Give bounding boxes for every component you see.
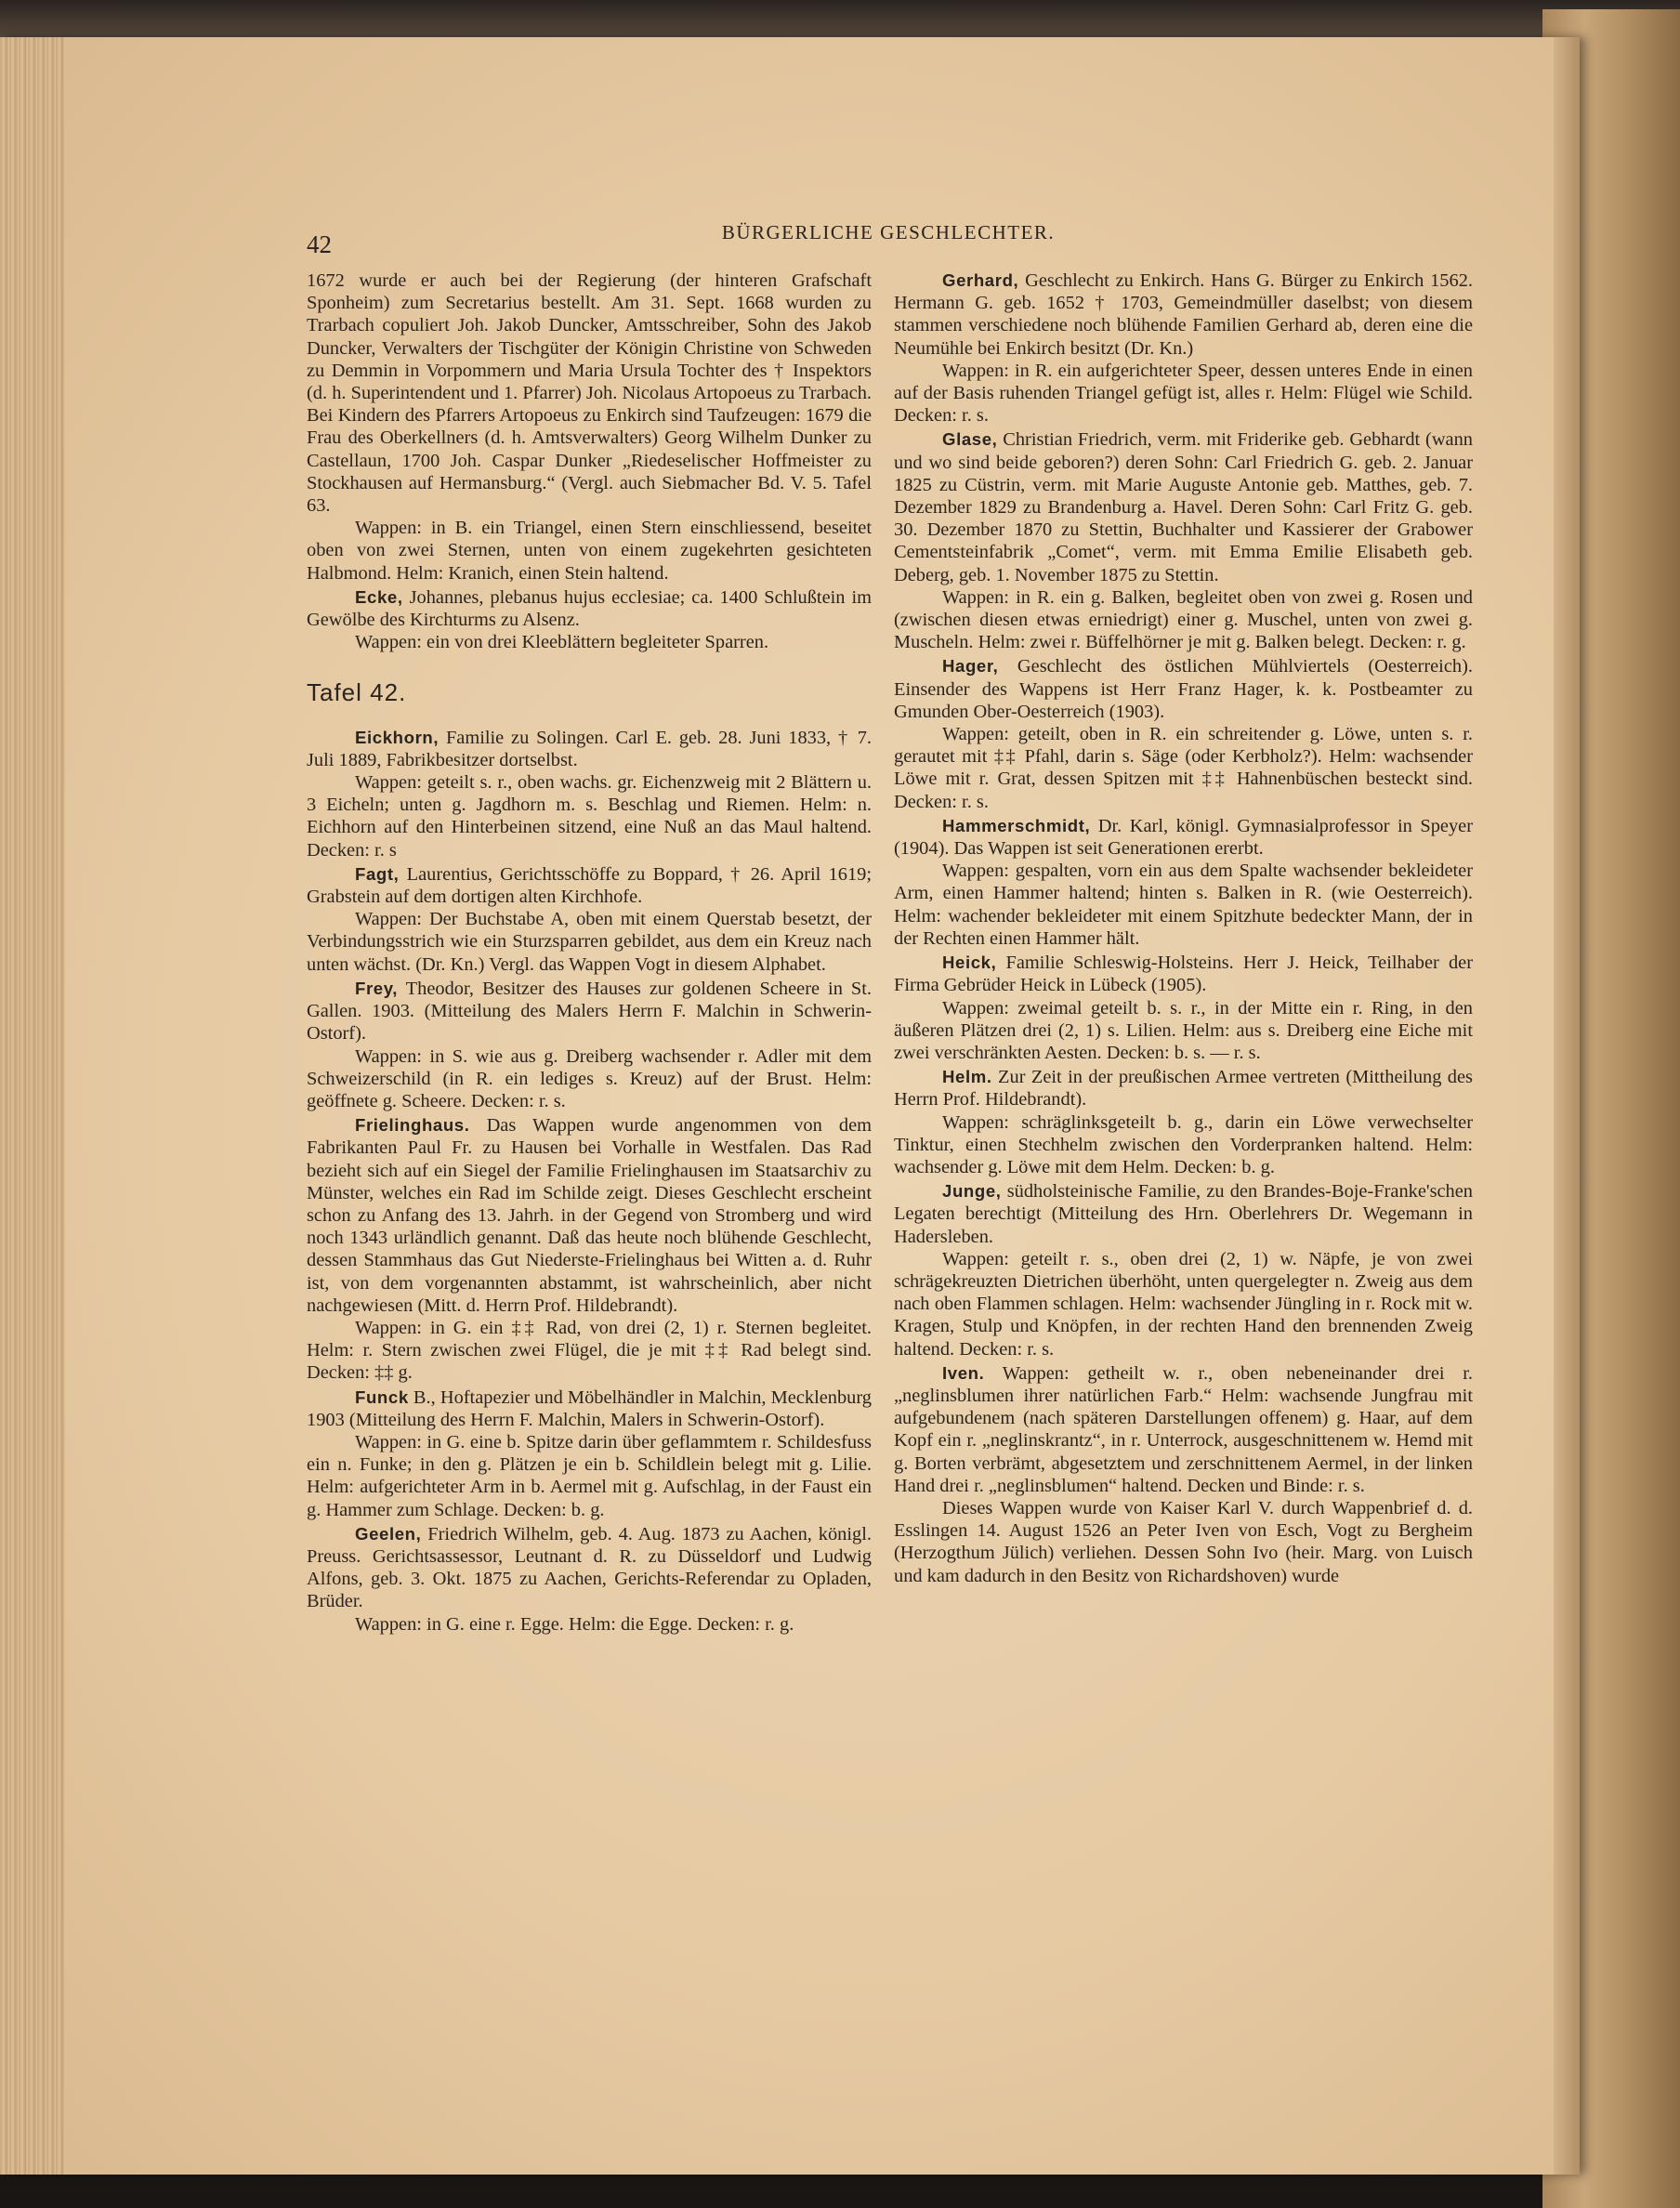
entry-name: Geelen,	[355, 1523, 422, 1544]
coat-of-arms-description: Wappen: schräglinksgeteilt b. g., darin ein Löwe verwechselter Tinktur, einen Stechhelm zwischen den Vorderpranken haltend. Helm: wachsender g. Löwe mit dem Helm. Decken: b. g.	[894, 1111, 1473, 1177]
coat-of-arms-description: Wappen: in R. ein g. Balken, begleitet oben von zwei g. Rosen und (zwischen diesen etwas erniedrigt) einer g. Muschel, unten von zwei g. Muscheln. Helm: zwei r. Büffelhörner je mit g. Balken belegt. Decken: r. g.	[894, 586, 1473, 653]
page-number: 42	[307, 230, 332, 258]
entry-name: Glase,	[942, 429, 998, 450]
coat-of-arms-description: Wappen: gespalten, vorn ein aus dem Spalte wachsender bekleideter Arm, einen Hammer haltend; hinten s. Balken in R. (wie Oesterreich). Helm: wachender bekleideter mit einem Spitzhute bedeckter Mann, der in der Rechten einen Hammer hält.	[894, 861, 1473, 949]
entry-hager: Hager, Geschlecht des östlichen Mühlviertels (Oesterreich). Einsender des Wappens ist Herr Franz Hager, k. k. Postbeamter zu Gmunden Ober-Oesterreich (1903).	[894, 656, 1473, 722]
running-title: BÜRGERLICHE GESCHLECHTER.	[721, 221, 1056, 243]
entry-geelen: Geelen, Friedrich Wilhelm, geb. 4. Aug. 1873 zu Aachen, königl. Preuss. Gerichtsassessor, Leutnant d. R. zu Düsseldorf und Ludwig Alfons, geb. 3. Okt. 1875 zu Aachen, Gerichts-Referendar zu Opladen, Brüder.	[307, 1523, 872, 1612]
page-gutter	[1554, 37, 1580, 2175]
coat-of-arms-description: Wappen: ein von drei Kleeblättern begleiteter Sparren.	[355, 632, 769, 653]
coat-of-arms-description: Wappen: in G. eine r. Egge. Helm: die Egge. Decken: r. g.	[355, 1613, 794, 1635]
entry-eickhorn: Eickhorn, Familie zu Solingen. Carl E. geb. 28. Juni 1833, † 7. Juli 1889, Fabrikbesitzer dortselbst.	[307, 727, 872, 770]
coat-of-arms-description: Wappen: geteilt, oben in R. ein schreitender g. Löwe, unten s. r. gerautet mit ‡‡ Pfahl, darin s. Säge (oder Kerbholz?). Helm: wachsender Löwe mit r. Grat, dessen Spitzen mit ‡‡ Hahnenbüschen besteckt sind. Decken: r. s.	[894, 724, 1473, 812]
entry-funck: Funck B., Hoftapezier und Möbelhändler in Malchin, Mecklenburg 1903 (Mitteilung des Herrn F. Malchin, Malers in Schwerin-Ostorf).	[307, 1387, 872, 1430]
entry-iven-history: Dieses Wappen wurde von Kaiser Karl V. durch Wappenbrief d. d. Esslingen 14. August 1526 an Peter Iven von Esch, Vogt zu Bergheim (Herzogthum Jülich) verliehen. Dessen Sohn Ivo (heir. Marg. von Luisch und kam dadurch in den Besitz von Richardshoven) wurde	[894, 1497, 1473, 1586]
page-header	[307, 212, 1470, 258]
entry-name: Heick,	[942, 953, 997, 973]
entry-name: Junge,	[942, 1181, 1002, 1202]
coat-of-arms-description: Wappen: in B. ein Triangel, einen Stern einschliessend, beseitet oben von zwei Sternen, unten von einem zugekehrten gesichteten Halbmond. Helm: Kranich, einen Stein haltend.	[307, 518, 872, 584]
entry-name: Hammerschmidt,	[942, 815, 1091, 835]
right-column	[894, 269, 1473, 1587]
entry-gerhard: Gerhard, Geschlecht zu Enkirch. Hans G. Bürger zu Enkirch 1562. Hermann G. geb. 1652 † 1703, Gemeindmüller daselbst; von diesem stammen verschiedene noch blühende Familien Gerhard ab, deren eine die Neumühle bei Enkirch besitzt (Dr. Kn.)	[894, 270, 1473, 359]
entry-fagt: Fagt, Laurentius, Gerichtsschöffe zu Boppard, † 26. April 1619; Grabstein auf dem dortigen alten Kirchhofe.	[307, 863, 872, 908]
entry-frielinghaus: Frielinghaus. Das Wappen wurde angenommen von dem Fabrikanten Paul Fr. zu Hausen bei Vorhalle in Westfalen. Das Rad bezieht sich auf ein Siegel der Familie Frielinghausen im Staatsarchiv zu Münster, welches ein Rad im Schilde zeigt. Dieses Geschlecht erscheint schon zu Anfang des 13. Jahrh. in der Gegend von Stromberg und wird noch 1343 urländlich genannt. Daß das heute noch blühende Geschlecht, dessen Stammhaus das Gut Niederste-Frielinghaus bei Witten a. d. Ruhr ist, von dem vorgenannten abstammt, ist wahrscheinlich, aber nicht nachgewiesen (Mitt. d. Herrn Prof. Hildebrandt).	[307, 1115, 872, 1316]
coat-of-arms-description: Wappen: in S. wie aus g. Dreiberg wachsender r. Adler mit dem Schweizerschild (in R. ein lediges s. Kreuz) auf der Brust. Helm: geöffnete g. Scheere. Decken: r. s.	[307, 1045, 872, 1111]
entry-iven: Iven. Wappen: getheilt w. r., oben nebeneinander drei r. „neglinsblumen ihrer natürlichen Farb.“ Helm: wachsende Jungfrau mit aufgebundenem (nach späteren Darstellungen offenem) g. Haar, auf dem Kopf ein r. „neglinskrantz“, in r. Unterrock, ausgeschnittenem w. Hemd mit g. Borten verbrämt, abgesetztem und zerschnittenem Aermel, in der linken Hand drei r. „neglinsblumen“ haltend. Decken und Binde: r. s.	[894, 1362, 1473, 1496]
entry-name: Ecke,	[355, 586, 403, 607]
coat-of-arms-description: Wappen: geteilt s. r., oben wachs. gr. Eichenzweig mit 2 Blättern u. 3 Eicheln; unten g. Jagdhorn m. s. Beschlag und Riemen. Helm: n. Eichhorn auf den Hinterbeinen sitzend, eine Nuß an das Maul haltend. Decken: r. s	[307, 772, 872, 861]
entry-helm: Helm. Zur Zeit in der preußischen Armee vertreten (Mittheilung des Herrn Prof. Hildebrandt).	[894, 1067, 1473, 1111]
left-column	[307, 269, 872, 1636]
entry-name: Gerhard,	[942, 270, 1019, 290]
entry-name: Frielinghaus.	[355, 1115, 470, 1136]
coat-of-arms-description: Wappen: in R. ein aufgerichteter Speer, dessen unteres Ende in einen auf der Basis ruhenden Triangel gefügt ist, alles r. Helm: Flügel wie Schild. Decken: r. s.	[894, 360, 1473, 427]
coat-of-arms-description: Wappen: in G. eine b. Spitze darin über geflammtem r. Schildesfuss ein n. Funke; in den g. Plätzen je ein b. Schildlein belegt mit g. Lilie. Helm: aufgerichteter Arm in b. Aermel mit g. Aufschlag, in der Faust ein g. Hammer zum Schlage. Decken: b. g.	[307, 1431, 872, 1520]
entry-name: Iven.	[942, 1362, 985, 1383]
coat-of-arms-description: Wappen: Der Buchstabe A, oben mit einem Querstab besetzt, der Verbindungsstrich wie ein Sturzsparren gebildet, aus dem ein Kreuz nach unten wächst. (Dr. Kn.) Vergl. das Wappen Vogt in diesem Alphabet.	[307, 909, 872, 975]
coat-of-arms-description: Wappen: in G. ein ‡‡ Rad, von drei (2, 1) r. Sternen begleitet. Helm: r. Stern zwischen zwei Flügel, die je mit ‡‡ Rad belegt sind. Decken: ‡‡ g.	[307, 1317, 872, 1384]
entry-name: Fagt,	[355, 863, 400, 884]
entry-heick: Heick, Familie Schleswig-Holsteins. Herr J. Heick, Teilhaber der Firma Gebrüder Heick in Lübeck (1905).	[894, 953, 1473, 996]
coat-of-arms-description: Wappen: zweimal geteilt b. s. r., in der Mitte ein r. Ring, in den äußeren Plätzen drei (2, 1) s. Lilien. Helm: aus s. Dreiberg eine Eiche mit zwei verschränkten Aesten. Decken: b. s. — r. s.	[894, 997, 1473, 1063]
coat-of-arms-description: Wappen: geteilt r. s., oben drei (2, 1) w. Näpfe, je von zwei schrägekreuzten Dietrichen überhöht, unten quergelegter n. Zweig aus dem nach oben Flammen schlagen. Helm: wachsender Jüngling in r. Rock mit w. Kragen, Stulp und Knöpfen, in der rechten Hand den brennenden Zweig haltend. Decken: r. s.	[894, 1248, 1473, 1360]
plate-heading: Tafel 42.	[307, 678, 407, 707]
entry-name: Hager,	[942, 656, 999, 677]
entry-name: Frey,	[355, 978, 399, 998]
entry-glase: Glase, Christian Friedrich, verm. mit Friderike geb. Gebhardt (wann und wo sind beide geboren?) deren Sohn: Carl Friedrich G. geb. 2. Januar 1825 zu Cüstrin, verm. mit Marie Auguste Antonie geb. Matthes, geb. 7. Dezember 1829 zu Brandenburg a. Havel. Deren Sohn: Carl Fritz G. geb. 30. Dezember 1870 zu Stettin, Buchhalter und Kassierer der Grabower Cementsteinfabrik „Comet“, verm. mit Emma Emilie Elisabeth geb. Deberg, geb. 1. November 1875 zu Stettin.	[894, 429, 1473, 585]
entry-frey: Frey, Theodor, Besitzer des Hauses zur goldenen Scheere in St. Gallen. 1903. (Mitteilung des Malers Herrn F. Malchin in Schwerin-Ostorf).	[307, 978, 872, 1045]
entry-name: Helm.	[942, 1067, 992, 1087]
page-stack-edge	[0, 37, 65, 2175]
entry-ecke: Ecke, Johannes, plebanus hujus ecclesiae; ca. 1400 Schlußtein im Gewölbe des Kirchturms zu Alsenz.	[307, 586, 872, 631]
entry-name: Eickhorn,	[355, 727, 440, 747]
entry-hammerschmidt: Hammerschmidt, Dr. Karl, königl. Gymnasialprofessor in Speyer (1904). Das Wappen ist seit Generationen ererbt.	[894, 815, 1473, 860]
entry-name: Funck	[355, 1387, 409, 1407]
entry-junge: Junge, südholsteinische Familie, zu den Brandes-Boje-Franke'schen Legaten berechtigt (Mitteilung des Hrn. Oberlehrers Dr. Wegemann in Hadersleben.	[894, 1181, 1473, 1247]
entry-continuation: 1672 wurde er auch bei der Regierung (der hinteren Grafschaft Sponheim) zum Secretarius bestellt. Am 31. Sept. 1668 wurden zu Trarbach copuliert Joh. Jakob Duncker, Amtsschreiber, Sohn des Jakob Duncker, Verwalters der Tischgüter der Königin Christine von Schweden zu Demmin in Vorpommern und Maria Ursula Tochter des † Inspektors (d. h. Superintendent und 1. Pfarrer) Joh. Nicolaus Artopoeus zu Trarbach. Bei Kindern des Pfarrers Artopoeus zu Enkirch sind Taufzeugen: 1679 die Frau des Oberkellners (d. h. Amtsverwalters) Georg Wilhelm Dunker zu Castellaun, 1700 Joh. Caspar Dunker „Riedeselischer Hoffmeister zu Stockhausen auf Hermansburg.“ (Vergl. auch Siebmacher Bd. V. 5. Tafel 63.	[307, 270, 872, 517]
